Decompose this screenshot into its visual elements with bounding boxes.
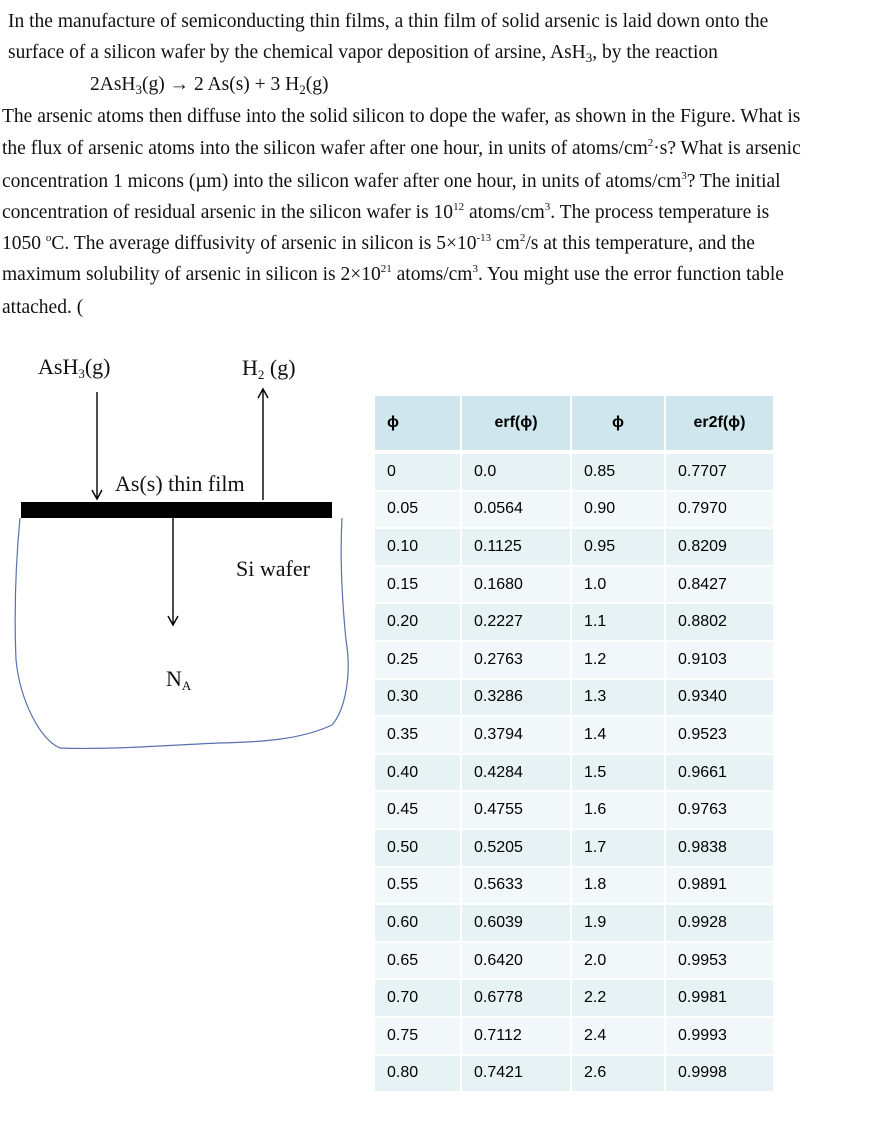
reaction-b: (g) → 2 As(s) + 3 H: [142, 74, 300, 95]
table-cell: 2.0: [571, 942, 665, 980]
table-row: [375, 528, 774, 566]
table-cell: 0.7707: [665, 452, 774, 491]
table-cell: 0.9838: [665, 829, 774, 867]
table-cell: 2.6: [571, 1055, 665, 1093]
na-label-sub: A: [181, 678, 192, 693]
line5-post: ? The initial: [686, 171, 781, 192]
line2-sub: 3: [585, 50, 593, 65]
line8-mid: atoms/cm: [391, 264, 473, 285]
line5-pre: concentration 1 micons (µm) into the silicon wafer after one hour, in units of atoms/cm: [2, 171, 682, 192]
table-cell: 0.2227: [461, 603, 571, 641]
reaction-a: 2AsH: [90, 74, 136, 95]
error-function-table: [375, 396, 775, 1093]
problem-line-4: [2, 137, 801, 161]
line7-sup3: 2: [519, 232, 526, 244]
wafer-outline: [15, 518, 348, 748]
reaction-b-sub: 2: [299, 82, 306, 97]
table-row: [375, 829, 774, 867]
table-cell: 0.30: [375, 679, 461, 717]
table-cell: 1.6: [571, 791, 665, 829]
hydrogen-label-sub: 2: [257, 367, 265, 382]
hydrogen-label: [242, 355, 296, 381]
table-cell: 1.4: [571, 716, 665, 754]
thin-film-label: As(s) thin film: [115, 471, 245, 496]
table-cell: 0.9993: [665, 1017, 774, 1055]
table-row: [375, 679, 774, 717]
table-cell: 0.7970: [665, 491, 774, 529]
arsine-label-post: (g): [84, 354, 111, 379]
arsine-label-main: AsH: [38, 354, 79, 379]
line7-mid2: cm: [491, 233, 520, 254]
na-label-main: N: [166, 666, 182, 691]
table-cell: 0.75: [375, 1017, 461, 1055]
table-row: [375, 603, 774, 641]
table-cell: 0.9340: [665, 679, 774, 717]
table-cell: 0.25: [375, 641, 461, 679]
table-cell: 1.2: [571, 641, 665, 679]
table-cell: 1.9: [571, 904, 665, 942]
table-cell: 1.8: [571, 867, 665, 905]
problem-line-9: [2, 296, 83, 320]
problem-line-5: [2, 170, 781, 194]
table-cell: 0.8427: [665, 566, 774, 604]
table-cell: 0.9103: [665, 641, 774, 679]
table-cell: 0.7421: [461, 1055, 571, 1093]
table-cell: 0.0564: [461, 491, 571, 529]
table-cell: 0.9998: [665, 1055, 774, 1093]
line8-sup1: 21: [380, 263, 392, 275]
header-er2f: er2f(ϕ): [665, 396, 774, 452]
problem-line-1-text: In the manufacture of semiconducting thin films, a thin film of solid arsenic is laid down onto the: [8, 11, 769, 32]
table-cell: 0.6420: [461, 942, 571, 980]
table-cell: 1.7: [571, 829, 665, 867]
line4-post: ·s? What is arsenic: [653, 138, 801, 159]
table-cell: 0: [375, 452, 461, 491]
table-row: [375, 1017, 774, 1055]
line7-post: /s at this temperature, and the: [525, 233, 755, 254]
table-cell: 0.6039: [461, 904, 571, 942]
problem-line-1: [8, 10, 768, 34]
table-row: [375, 491, 774, 529]
line7-sup2: -13: [476, 232, 492, 244]
line8-pre: maximum solubility of arsenic in silicon is 2×10: [2, 264, 381, 285]
table-cell: 0.70: [375, 979, 461, 1017]
table-row: [375, 716, 774, 754]
table-cell: 0.15: [375, 566, 461, 604]
line7-mid: C. The average diffusivity of arsenic in silicon is 5×10: [51, 233, 477, 254]
table-row: [375, 867, 774, 905]
line6-mid: atoms/cm: [464, 202, 545, 223]
table-cell: 0.20: [375, 603, 461, 641]
table-cell: 0.5633: [461, 867, 571, 905]
table-cell: 0.65: [375, 942, 461, 980]
table-cell: 0.9523: [665, 716, 774, 754]
line5-sup: 3: [681, 170, 687, 182]
hydrogen-label-post: (g): [264, 355, 296, 380]
table-body: [375, 452, 774, 1092]
problem-line-6: [2, 201, 769, 225]
si-wafer-label: Si wafer: [236, 556, 310, 581]
table-row: [375, 942, 774, 980]
table-cell: 0.95: [571, 528, 665, 566]
table-cell: 0.4755: [461, 791, 571, 829]
table-cell: 0.1125: [461, 528, 571, 566]
figure-drawing: [0, 340, 370, 780]
table-cell: 0.5205: [461, 829, 571, 867]
arsine-label-sub: 3: [78, 366, 85, 381]
line6-sup2: 3: [544, 201, 551, 213]
table-cell: 0.4284: [461, 754, 571, 792]
table-cell: 0.9928: [665, 904, 774, 942]
table-cell: 0.6778: [461, 979, 571, 1017]
line2-post: , by the reaction: [592, 42, 718, 63]
table-cell: 0.50: [375, 829, 461, 867]
table-cell: 0.0: [461, 452, 571, 491]
table-cell: 0.9763: [665, 791, 774, 829]
header-phi-2: ϕ: [571, 396, 665, 452]
reaction-equation: [90, 73, 329, 97]
table-row: [375, 754, 774, 792]
thin-film-bar: [21, 502, 332, 518]
table-cell: 0.2763: [461, 641, 571, 679]
table-cell: 0.90: [571, 491, 665, 529]
table-cell: 0.35: [375, 716, 461, 754]
table-cell: 0.9953: [665, 942, 774, 980]
table-cell: 0.85: [571, 452, 665, 491]
table-cell: 0.60: [375, 904, 461, 942]
line7-pre: 1050: [2, 233, 46, 254]
reaction-c: (g): [305, 74, 329, 95]
table-cell: 0.3794: [461, 716, 571, 754]
table-row: [375, 979, 774, 1017]
table-row: [375, 641, 774, 679]
problem-line-8: [2, 263, 784, 287]
table-cell: 0.8209: [665, 528, 774, 566]
table-cell: 0.9891: [665, 867, 774, 905]
problem-line-7: [2, 232, 755, 256]
table-cell: 0.10: [375, 528, 461, 566]
line6-post: . The process temperature is: [550, 202, 770, 223]
table-row: [375, 452, 774, 491]
table-cell: 1.0: [571, 566, 665, 604]
table-cell: 0.80: [375, 1055, 461, 1093]
table-cell: 0.9981: [665, 979, 774, 1017]
table-header-row: [375, 396, 774, 452]
problem-line-2: [8, 41, 718, 65]
line7-sup1: o: [45, 232, 52, 244]
table-cell: 0.7112: [461, 1017, 571, 1055]
line9-text: attached. (: [2, 297, 84, 318]
table-cell: 1.1: [571, 603, 665, 641]
table-row: [375, 1055, 774, 1093]
line6-pre: concentration of residual arsenic in the silicon wafer is 10: [2, 202, 454, 223]
table-cell: 0.05: [375, 491, 461, 529]
table-row: [375, 904, 774, 942]
line4-pre: the flux of arsenic atoms into the silicon wafer after one hour, in units of atoms/cm: [2, 138, 648, 159]
line6-sup1: 12: [453, 201, 465, 213]
table-cell: 1.5: [571, 754, 665, 792]
problem-line-3: [2, 105, 800, 129]
line8-sup2: 3: [472, 263, 478, 275]
table-cell: 0.9661: [665, 754, 774, 792]
line2-pre: surface of a silicon wafer by the chemical vapor deposition of arsine, AsH: [8, 42, 586, 63]
hydrogen-label-main: H: [242, 355, 258, 380]
line3-text: The arsenic atoms then diffuse into the solid silicon to dope the wafer, as shown in the Figure. What is: [2, 106, 801, 127]
table-row: [375, 566, 774, 604]
header-erf: erf(ϕ): [461, 396, 571, 452]
table-cell: 2.4: [571, 1017, 665, 1055]
table-cell: 0.40: [375, 754, 461, 792]
line8-post: . You might use the error function table: [477, 264, 784, 285]
table-cell: 0.55: [375, 867, 461, 905]
reaction-a-sub: 3: [135, 82, 143, 97]
table-cell: 2.2: [571, 979, 665, 1017]
line4-sup: 2: [647, 137, 654, 149]
table-cell: 0.8802: [665, 603, 774, 641]
table-cell: 0.45: [375, 791, 461, 829]
header-phi-1: ϕ: [375, 396, 461, 452]
arsine-label: [38, 354, 111, 380]
table-cell: 0.3286: [461, 679, 571, 717]
table-cell: 1.3: [571, 679, 665, 717]
table-row: [375, 791, 774, 829]
na-label: [166, 666, 191, 692]
table-cell: 0.1680: [461, 566, 571, 604]
